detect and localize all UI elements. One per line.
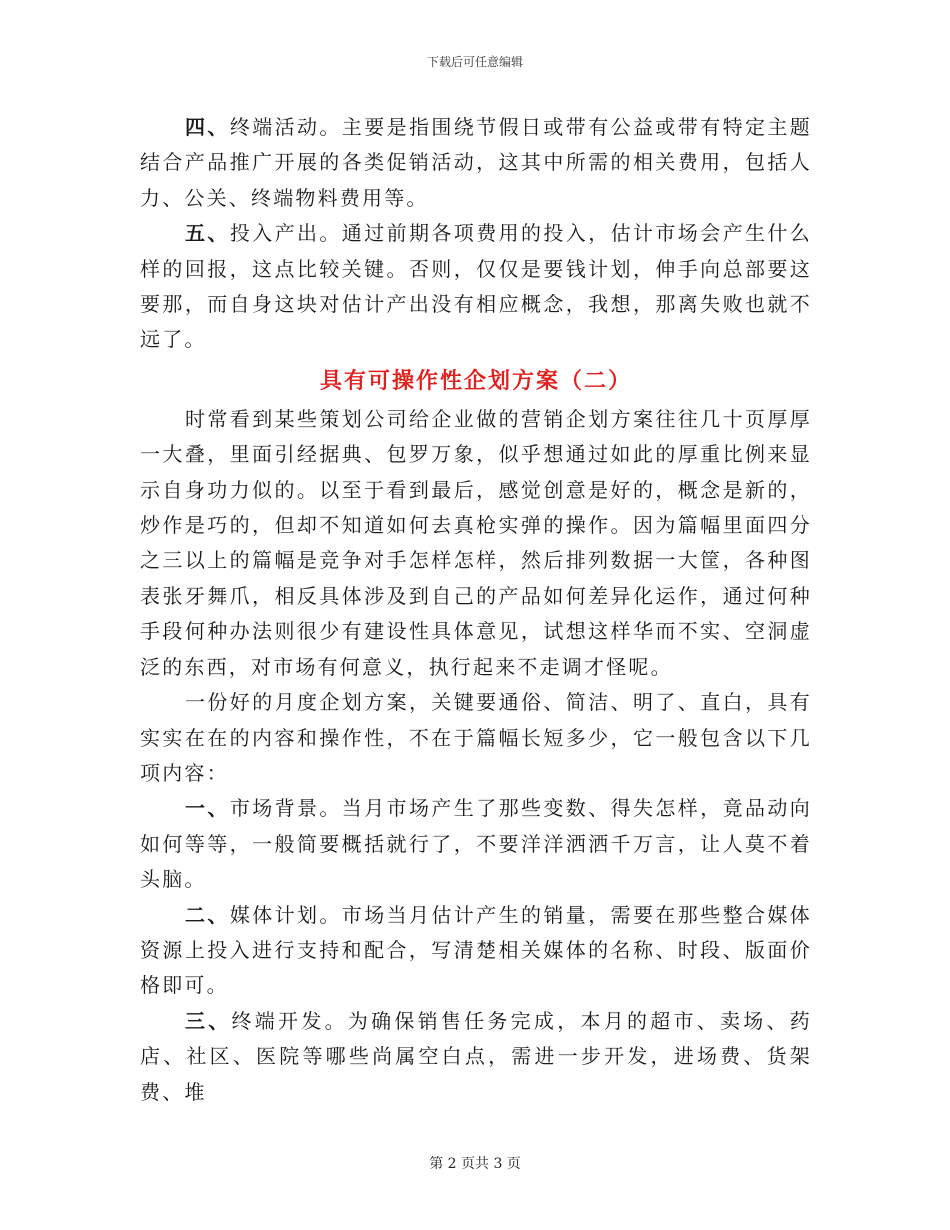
page-number: 第 2 页共 3 页 bbox=[429, 1156, 521, 1172]
paragraph-text: 媒体计划。市场当月估计产生的销量，需要在那些整合媒体资源上投入进行支持和配合，写清楚相关媒体的名称、时段、版面价格即可。 bbox=[140, 902, 813, 998]
document-body bbox=[140, 110, 812, 1110]
item-number: 五、 bbox=[185, 221, 230, 246]
item-number: 四、 bbox=[185, 115, 230, 139]
paragraph-intro: 时常看到某些策划公司给企业做的营销企划方案往往几十页厚厚一大叠，里面引经据典、包罗万象，似乎想通过如此的厚重比例来显示自身功力似的。以至于看到最后，感觉创意是好的，概念是新的，炒作是巧的，但却不知道如何去真枪实弹的操作。因为篇幅里面四分之三以上的篇幅是竞争对手怎样怎样，然后排列数据一大筐，各种图表张牙舞爪，相反具体涉及到自己的产品如何差异化运作，通过何种手段何种办法则很少有建设性具体意见，试想这样华而不实、空洞虚泛的东西，对市场有何意义，执行起来不走调才怪呢。 bbox=[140, 406, 812, 679]
page-header-note: 下载后可任意编辑 bbox=[426, 55, 523, 69]
item-number: 二、 bbox=[185, 902, 230, 927]
section-title: 具有可操作性企划方案（二） bbox=[319, 367, 632, 394]
item-number: 一、 bbox=[185, 796, 230, 821]
paragraph-text: 终端开发。为确保销售任务完成，本月的超市、卖场、药店、社区、医院等哪些尚属空白点，需进一步开发，进场费、货架费、堆 bbox=[140, 1008, 813, 1104]
paragraph-text: 市场背景。当月市场产生了那些变数、得失怎样，竟品动向如何等等，一般简要概括就行了，不要洋洋洒洒千万言，让人莫不着头脑。 bbox=[140, 796, 813, 892]
paragraph-item-1 bbox=[140, 791, 812, 897]
item-number: 三、 bbox=[185, 1008, 232, 1033]
paragraph-summary: 一份好的月度企划方案，关键要通俗、简洁、明了、直白，具有实实在在的内容和操作性，不在于篇幅长短多少，它一般包含以下几项内容： bbox=[140, 690, 812, 785]
paragraph-item-4 bbox=[140, 110, 812, 216]
paragraph-text: 终端活动。主要是指围绕节假日或带有公益或带有特定主题结合产品推广开展的各类促销活动，这其中所需的相关费用，包括人力、公关、终端物料费用等。 bbox=[140, 115, 813, 210]
paragraph-item-3 bbox=[140, 1004, 812, 1110]
paragraph-item-2 bbox=[140, 898, 812, 1004]
paragraph-text: 投入产出。通过前期各项费用的投入，估计市场会产生什么样的回报，这点比较关键。否则，仅仅是要钱计划，伸手向总部要这要那，而自身这块对估计产出没有相应概念，我想，那离失败也就不远了。 bbox=[140, 221, 813, 352]
paragraph-item-5 bbox=[140, 216, 812, 358]
